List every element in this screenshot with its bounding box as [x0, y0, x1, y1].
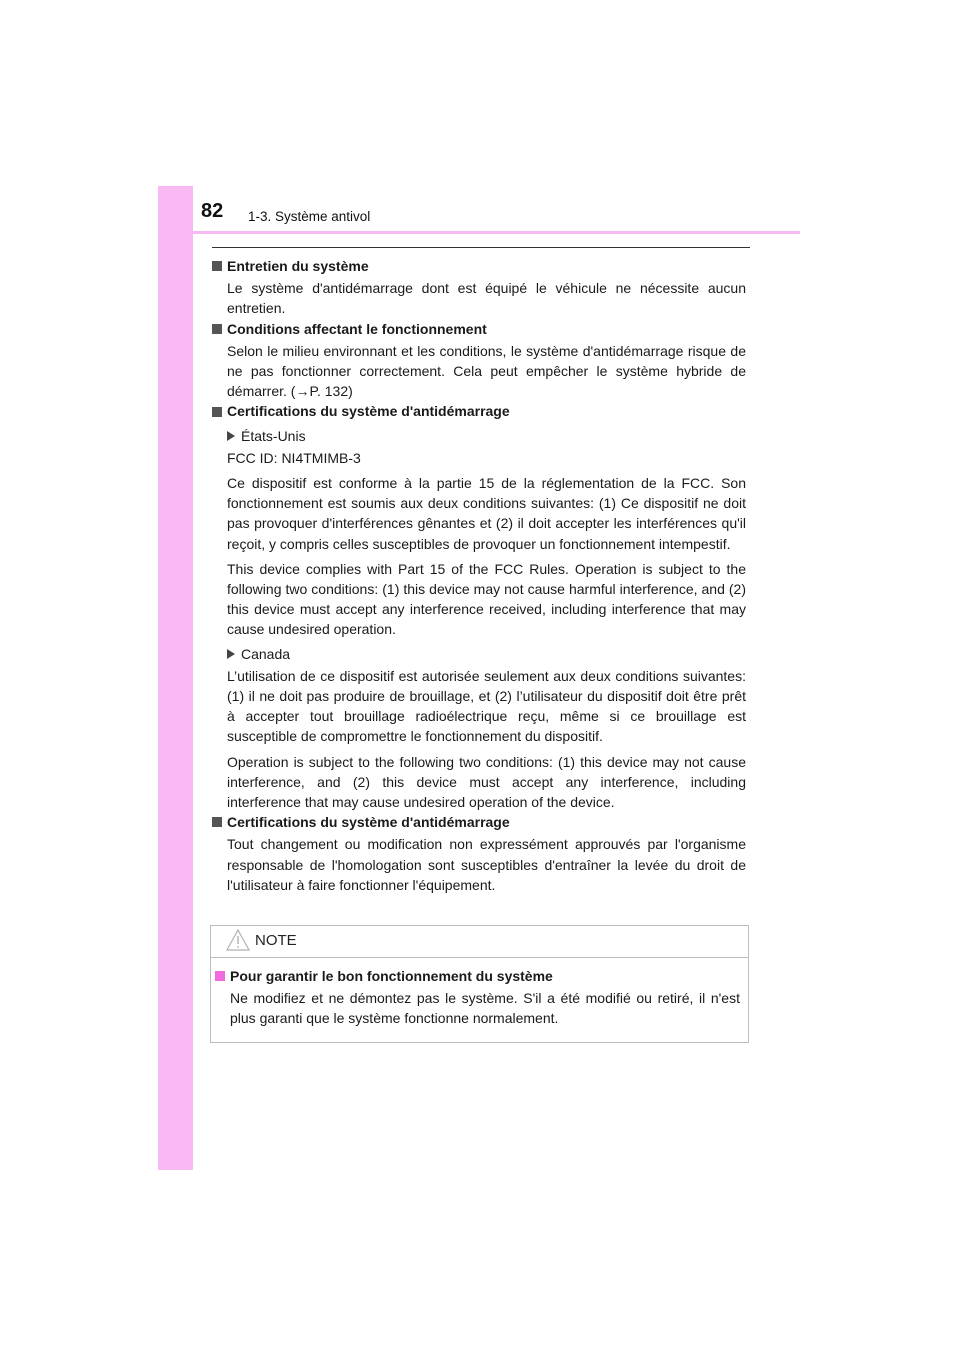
section-title: Conditions affectant le fonctionnement [227, 320, 487, 337]
section-heading [212, 812, 746, 832]
sub-heading-us [227, 426, 746, 446]
note-text: Ne modifiez et ne démontez pas le système. S'il a été modifié ou retiré, il n'est plus garanti que le système fonctionne normalement. [230, 990, 740, 1027]
paragraph: Operation is subject to the following two conditions: (1) this device may not cause interference, and (2) this device must accept any interference, including interference that may cause undesired operation of the device. [227, 753, 746, 811]
section-certifications [212, 401, 746, 812]
paragraph: Selon le milieu environnant et les conditions, le système d'antidémarrage risque de ne pas fonctionner correctement. Cela peut empêcher le système hybride de démarrer. (→P. 132) [227, 342, 746, 400]
square-bullet-icon [212, 324, 222, 334]
section-heading [212, 401, 746, 421]
page-number: 82 [201, 200, 224, 222]
note-body [215, 966, 740, 1029]
paragraph: Le système d'antidémarrage dont est équipé le véhicule ne nécessite aucun entretien. [227, 280, 746, 317]
paragraph: Tout changement ou modification non expressément approuvés par l'organisme responsable de l'homologation sont susceptibles d'entraîner la levée du droit de l'utilisateur à faire fonctionner l'équipement. [227, 836, 746, 893]
note-box [210, 925, 749, 1043]
triangle-bullet-icon [227, 649, 235, 659]
side-strip [158, 186, 193, 1170]
triangle-bullet-icon [227, 431, 235, 441]
section-title: Entretien du système [227, 258, 369, 274]
square-bullet-icon [212, 407, 222, 417]
note-header [211, 926, 748, 958]
chapter-title: 1-3. Système antivol [248, 209, 371, 224]
square-bullet-icon [215, 971, 225, 981]
section-certifications-2 [212, 812, 746, 895]
fcc-id: FCC ID: NI4TMIMB-3 [227, 449, 361, 466]
section-conditions [212, 319, 746, 402]
square-bullet-icon [212, 817, 222, 827]
sub-heading-label: États-Unis [241, 427, 306, 444]
sub-heading-canada [227, 644, 746, 664]
section-heading [212, 256, 746, 276]
section-title: Certifications du système d'antidémarrage [227, 814, 510, 831]
content-rule [212, 247, 750, 248]
paragraph: L’utilisation de ce dispositif est autorisée seulement aux deux conditions suivantes: (1) il ne doit pas produire de brouillage, et (2) l’utilisateur du dispositif doit être prêt à accepter tout brouillage radioélectrique reçu, même si ce brouillage est susceptible de compromettre le fonctionnement du dispositif. [227, 667, 746, 745]
note-heading [215, 966, 740, 986]
note-title: Pour garantir le bon fonctionnement du système [230, 968, 553, 984]
paragraph: Ce dispositif est conforme à la partie 15 de la réglementation de la FCC. Son fonctionnement est soumis aux deux conditions suivantes: (1) Ce dispositif ne doit pas provoquer d'interférences gênantes et (2) il doit accepter les interférences qu'il reçoit, y compris celles susceptibles de provoquer un fonctionnement intempestif. [227, 475, 746, 552]
note-label: NOTE [255, 932, 297, 949]
section-heading [212, 319, 746, 339]
square-bullet-icon [212, 261, 222, 271]
section-maintenance [212, 256, 746, 319]
paragraph: This device complies with Part 15 of the FCC Rules. Operation is subject to the following two conditions: (1) this device may not cause harmful interference, and (2) this device must accept any interference received, including interference that may cause undesired operation. [227, 560, 746, 638]
warning-icon [226, 929, 250, 951]
sub-heading-label: Canada [241, 645, 291, 662]
main-content [212, 256, 746, 895]
header-rule [193, 231, 800, 234]
section-title: Certifications du système d'antidémarrage [227, 403, 510, 420]
